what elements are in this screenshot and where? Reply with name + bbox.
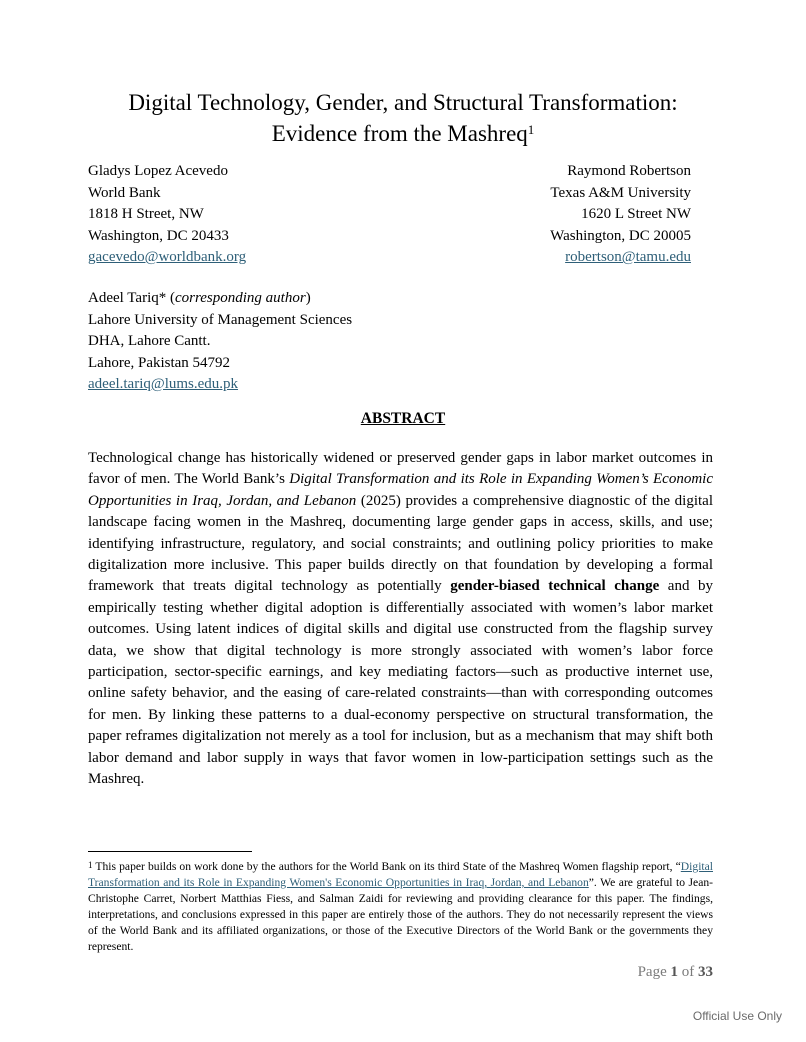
- author-address-line: 1620 L Street NW: [581, 206, 691, 222]
- abstract-paragraph: Technological change has historically widened or preserved gender gaps in labor market outcomes in favor of men. The World Bank’s Digital Transformation and its Role in Expanding Women’s Economic Opportunities in Iraq, Jordan, and Lebanon (2025) provides a comprehensive diagnostic of the digital landscape facing women in the Mashreq, documenting large gender gaps in access, skills, and use; identifying infrastructure, regulatory, and social constraints; and outlining policy priorities to make digitalization more inclusive. This paper builds directly on that foundation by developing a formal framework that treats digital technology as potentially gender-biased technical change and by empirically testing whether digital adoption is differentially associated with women’s labor market outcomes. Using latent indices of digital skills and digital use constructed from the flagship survey data, we show that digital technology is more strongly associated with women’s labor force participation, sector-specific earnings, and key mediating factors—such as productive internet use, online safety behavior, and the easing of care-related constraints—than with corresponding outcomes for men. By linking these patterns to a dual-economy perspective on structural transformation, the paper reframes digitalization not merely as a tool for inclusion, but as a mechanism that may shift both labor demand and labor supply in ways that favor women in low-participation settings such as the Mashreq.: [88, 450, 713, 788]
- author-address-line: Washington, DC 20433: [88, 227, 229, 244]
- author-affiliation: Lahore University of Management Sciences: [88, 311, 353, 328]
- author-block-2: [550, 161, 691, 269]
- classification-label: Official Use Only: [692, 1009, 782, 1023]
- key-term-bold: gender-biased technical change: [450, 578, 660, 595]
- author-address-line: Washington, DC 20005: [550, 227, 691, 244]
- author-affiliation: World Bank: [88, 184, 161, 201]
- page-number: Page 1 of 33: [637, 964, 713, 980]
- author-affiliation: Texas A&M University: [550, 184, 691, 201]
- author-block-3: [88, 288, 352, 396]
- corresponding-author-note: corresponding author: [174, 290, 306, 306]
- author-address-line: 1818 H Street, NW: [88, 206, 204, 222]
- author-email-link[interactable]: adeel.tariq@lums.edu.pk: [88, 376, 239, 392]
- footnote-separator: [88, 851, 252, 852]
- author-block-1: [88, 161, 246, 269]
- total-pages: 33: [698, 964, 713, 980]
- footnote: $^1$ This paper builds on work done by the authors for the World Bank on its third State of the Mashreq Women flagship report, “Digital Transformation and its Role in Expanding Women's Economic Opportunities in Iraq, Jordan, and Lebanon”. We are grateful to Jean-Christophe Carret, Norbert Matthias Fiess, and Salman Zaidi for reviewing and providing clearance for this paper. The findings, interpretations, and conclusions expressed in this paper are entirely those of the authors. They do not necessarily represent the views of the World Bank and its affiliated organizations, or those of the Executive Directors of the World Bank or the governments they represent.: [88, 860, 714, 953]
- title-footnote-mark: 1: [527, 122, 535, 137]
- footnote-mark: 1: [88, 860, 93, 870]
- author-address-line: Lahore, Pakistan 54792: [88, 354, 231, 371]
- current-page: 1: [670, 964, 678, 980]
- title-line-2: Evidence from the Mashreq$^1$: [271, 121, 535, 146]
- author-name: Raymond Robertson: [567, 163, 691, 179]
- author-name: Adeel Tariq* (corresponding author): [88, 290, 311, 306]
- paper-title: [0, 87, 806, 149]
- author-name: Gladys Lopez Acevedo: [88, 163, 228, 179]
- author-email-link[interactable]: robertson@tamu.edu: [565, 249, 691, 265]
- author-address-line: DHA, Lahore Cantt.: [88, 333, 211, 349]
- author-email-link[interactable]: gacevedo@worldbank.org: [88, 249, 247, 265]
- abstract-heading: ABSTRACT: [360, 410, 446, 427]
- title-line-1: Digital Technology, Gender, and Structural Transformation:: [128, 90, 678, 115]
- footnote-report-link[interactable]: Digital Transformation and its Role in Expanding Women's Economic Opportunities in Iraq, Jordan, and Lebanon: [88, 860, 713, 889]
- report-title-italic: Digital Transformation and its Role in Expanding Women’s Economic Opportunities in Iraq, Jordan, and Lebanon: [88, 471, 713, 509]
